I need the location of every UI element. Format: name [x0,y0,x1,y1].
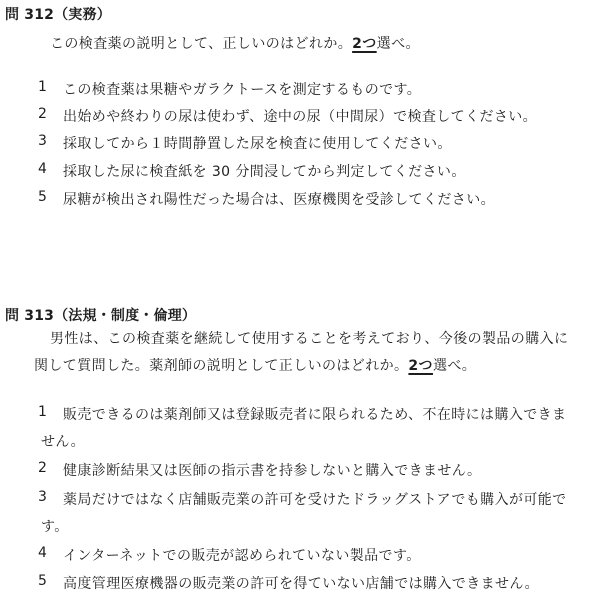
option-number: 1 [38,404,48,420]
option-text: 出始めや終わりの尿は使わず、途中の尿（中間尿）で検査してください。 [63,109,538,125]
option-number: 2 [38,460,48,476]
question-313-title: 問 313（法規・制度・倫理） [5,308,197,324]
option-number: 5 [38,573,48,589]
option-text: 薬局だけではなく店舗販売業の許可を受けたドラッグストアでも購入が可能で [63,492,567,508]
option-number: 3 [38,133,48,149]
option-number: 1 [38,79,48,95]
option-text: 販売できるのは薬剤師又は登録販売者に限られるため、不在時には購入できま [63,407,567,423]
question-313-stem-text: 関して質問した。薬剤師の説明として正しいのはどれか。 [34,358,409,374]
option-text: インターネットでの販売が認められていない製品です。 [63,548,421,564]
question-313-stem-line-2 [34,353,476,380]
option-text: この検査薬は果糖やガラクトースを測定するものです。 [63,82,422,98]
question-312-title: 問 312（実務） [5,7,111,23]
option-text-continued: す。 [41,519,69,535]
option-text: 高度管理医療機器の販売業の許可を得ていない店舗では購入できません。 [63,576,540,592]
option-number: 3 [38,489,48,505]
option-number: 4 [38,161,48,177]
option-text: 採取してから１時間静置した尿を検査に使用してください。 [63,136,452,152]
option-number: 2 [38,106,48,122]
question-313-stem-line-1: 男性は、この検査薬を継続して使用することを考えており、今後の製品の購入に [50,331,569,347]
question-312-stem-suffix: 選べ。 [376,36,420,52]
question-313-stem-suffix: 選べ。 [432,358,477,374]
option-text-continued: せん。 [41,434,86,450]
question-312-stem-text: この検査薬の説明として、正しいのはどれか。 [50,36,353,52]
question-313-stem-emphasis: 2つ [408,358,433,374]
option-text: 尿糖が検出され陽性だった場合は、医療機関を受診してください。 [63,192,495,208]
option-number: 5 [38,189,48,205]
option-text: 健康診断結果又は医師の指示書を持参しないと購入できません。 [63,463,482,479]
option-text: 採取した尿に検査紙を 30 分間浸してから判定してください。 [63,164,466,180]
question-312-stem [50,31,420,58]
question-312-stem-emphasis: 2つ [352,36,377,52]
option-number: 4 [38,545,48,561]
